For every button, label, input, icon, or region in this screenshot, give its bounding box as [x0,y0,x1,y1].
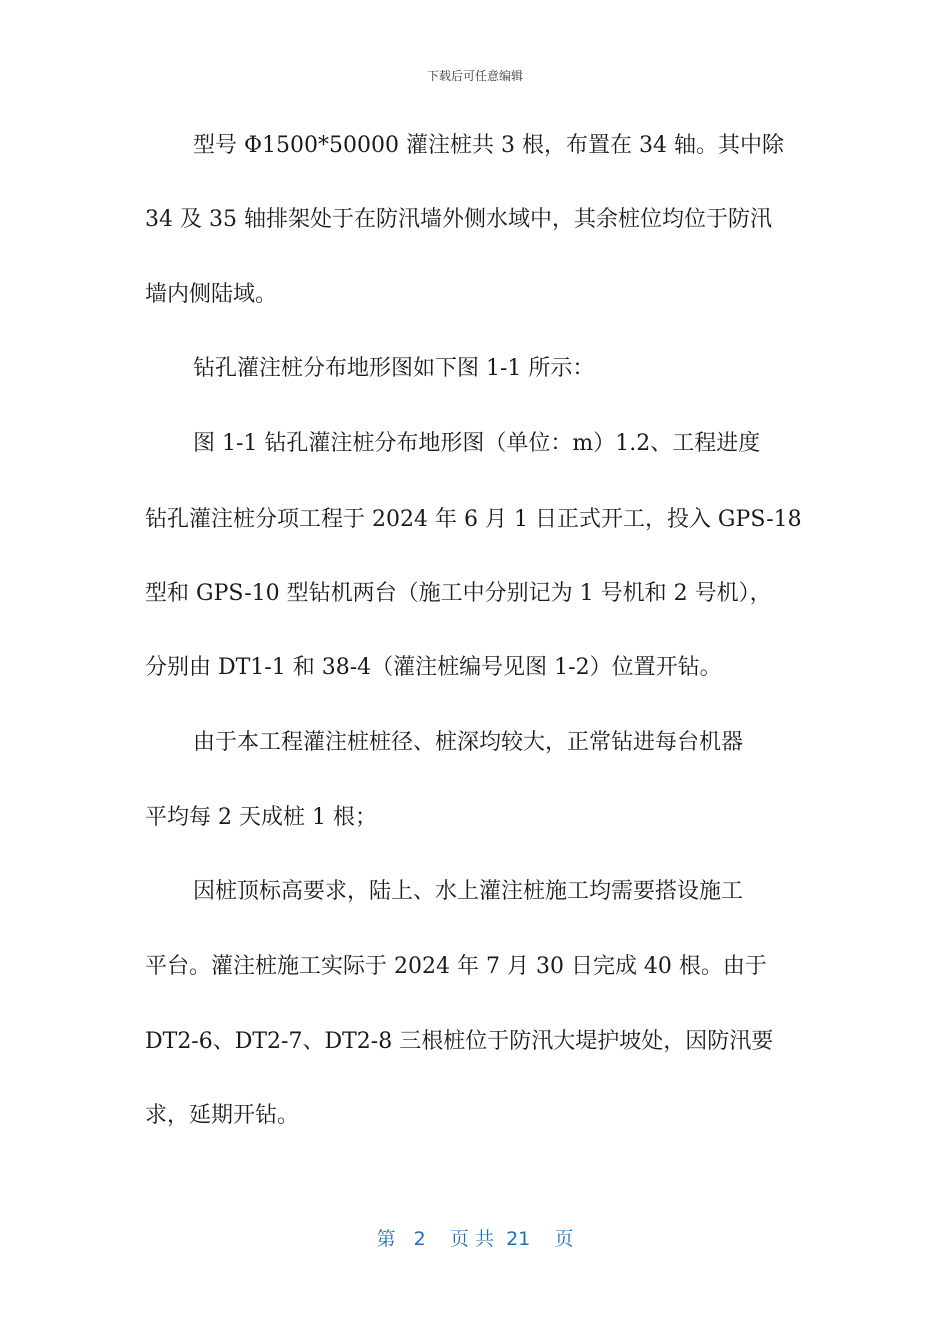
text-line: DT2-6、DT2-7、DT2-8 三根桩位于防汛大堤护坡处，因防汛要 [145,1029,774,1054]
text-line: 型号 Φ1500*50000 灌注桩共 3 根，布置在 34 轴。其中除 [193,133,784,158]
text-line: 钻孔灌注桩分布地形图如下图 1-1 所示： [193,356,595,381]
footer-total-pages: 21 [506,1228,531,1250]
footer-suffix: 页 [554,1228,574,1250]
text-line: 由于本工程灌注桩桩径、桩深均较大，正常钻进每台机器 [193,730,744,755]
footer-middle: 页 共 [449,1228,494,1250]
text-line: 墙内侧陆域。 [145,282,278,307]
text-line: 平均每 2 天成桩 1 根； [145,805,377,830]
text-line: 求，延期开钻。 [145,1103,300,1128]
footer-page-number: 2 [413,1228,426,1250]
text-line: 34 及 35 轴排架处于在防汛墙外侧水域中，其余桩位均位于防汛 [145,207,772,232]
text-line: 型和 GPS-10 型钻机两台（施工中分别记为 1 号机和 2 号机）， [145,581,772,606]
header-note: 下载后可任意编辑 [426,69,523,83]
page-footer [0,1226,950,1252]
text-line: 分别由 DT1-1 和 38-4（灌注桩编号见图 1-2）位置开钻。 [145,655,722,680]
text-line: 因桩顶标高要求，陆上、水上灌注桩施工均需要搭设施工 [193,879,744,904]
text-line: 图 1-1 钻孔灌注桩分布地形图（单位：m）1.2、工程进度 [193,431,761,456]
text-line: 平台。灌注桩施工实际于 2024 年 7 月 30 日完成 40 根。由于 [145,954,767,979]
footer-prefix: 第 [376,1228,396,1250]
text-line: 钻孔灌注桩分项工程于 2024 年 6 月 1 日正式开工，投入 GPS-18 [145,507,802,532]
